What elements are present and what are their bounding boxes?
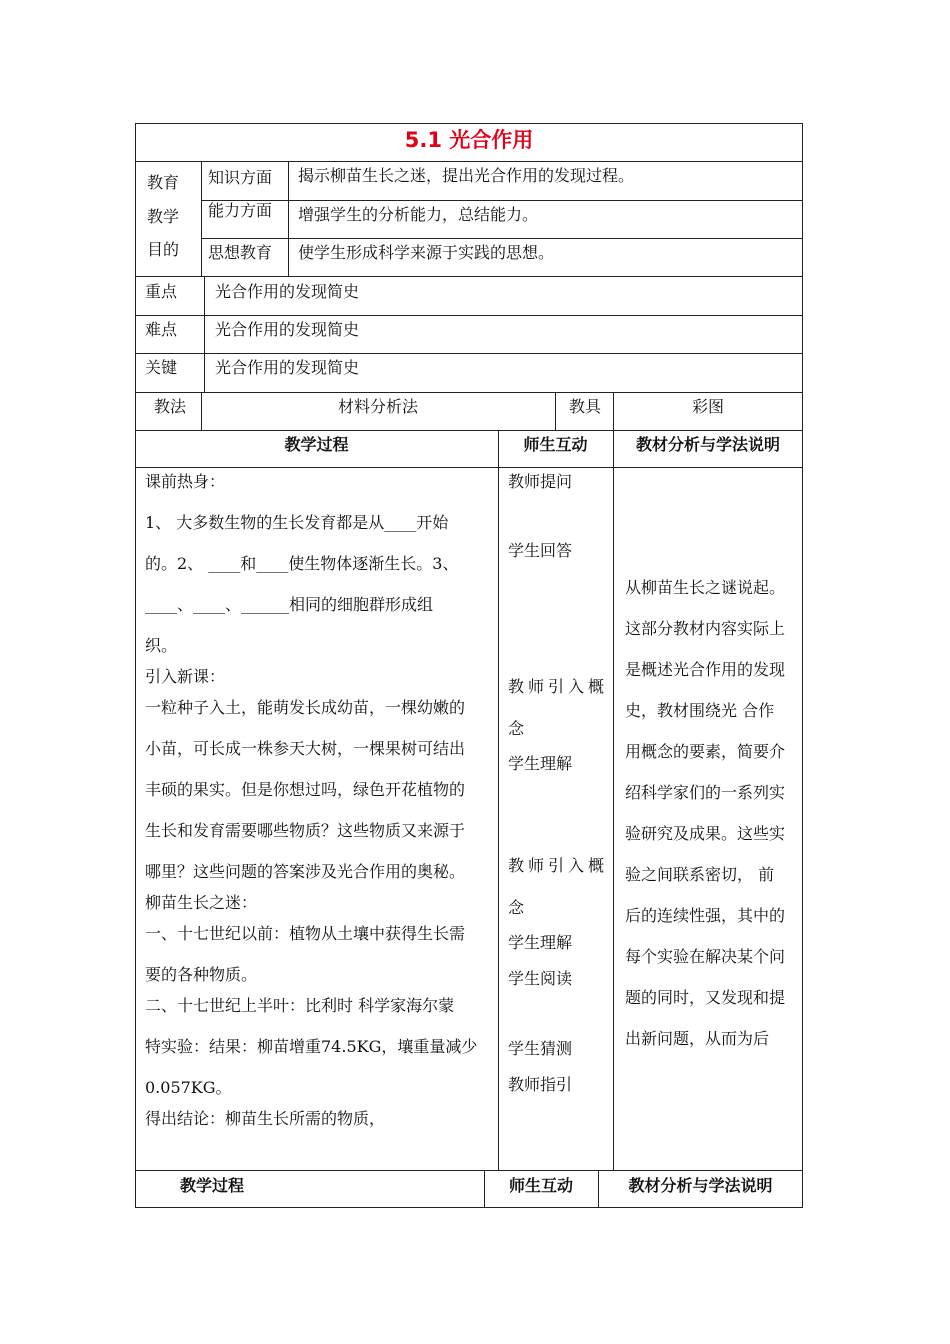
analysis-text [625, 578, 785, 1070]
process-line: 柳苗生长之迷： [145, 893, 258, 912]
process-line: 得出结论：柳苗生长所需的物质， [145, 1109, 386, 1128]
analysis-line: 从柳苗生长之谜说起。 [625, 578, 786, 597]
interaction-line: 教师引入概 [508, 856, 609, 875]
goals-label-1: 教育 [147, 173, 180, 192]
method-label: 教法 [154, 397, 187, 416]
process-line: 的。2、 ____和____使生物体逐渐生长。3、 [145, 554, 459, 573]
interaction-line: 教师引入概 [508, 677, 609, 696]
process-line: 一、十七世纪以前：植物从土壤中获得生长需 [145, 924, 466, 943]
analysis-line: 验之间联系密切， 前 [625, 865, 775, 884]
goal-aspect-ability: 能力方面 [208, 201, 273, 220]
analysis-line: 史，教材围绕光 合作 [625, 701, 775, 720]
header-analysis: 教材分析与学法说明 [635, 435, 780, 454]
page-title: 5.1 光合作用 [404, 128, 534, 152]
goal-aspect-ideology: 思想教育 [208, 243, 273, 262]
crux-content: 光合作用的发现简史 [215, 358, 360, 377]
process-line: 1、 大多数生物的生长发育都是从____开始 [145, 513, 449, 532]
interaction-line: 教师指引 [508, 1075, 573, 1094]
interaction-line: 学生阅读 [508, 969, 573, 988]
key-point-label: 重点 [145, 282, 178, 301]
process-line: 一粒种子入土，能萌发长成幼苗，一棵幼嫩的 [145, 698, 466, 717]
analysis-line: 绍科学家们的一系列实 [625, 783, 786, 802]
process-line: 引入新课： [145, 667, 226, 686]
interaction-line: 学生回答 [508, 541, 573, 560]
process-line: 生长和发育需要哪些物质？这些物质又来源于 [145, 821, 466, 840]
analysis-line: 这部分教材内容实际上 [625, 619, 786, 638]
goals-label-3: 目的 [147, 240, 180, 259]
footer-header-interaction: 师生互动 [508, 1176, 573, 1195]
process-line: 0.057KG。 [145, 1078, 232, 1097]
analysis-line: 出新问题，从而为后 [625, 1029, 770, 1048]
interaction-line: 念 [508, 719, 525, 738]
interaction-line: 学生猜测 [508, 1039, 573, 1058]
analysis-line: 验研究及成果。这些实 [625, 824, 786, 843]
process-line: 课前热身： [145, 472, 226, 491]
process-line: 织。 [145, 636, 178, 655]
interaction-line: 念 [508, 898, 525, 917]
process-line: ____、____、______相同的细胞群形成组 [145, 595, 434, 614]
process-line: 二、十七世纪上半叶：比利时 科学家海尔蒙 [145, 996, 455, 1015]
goal-content-ability: 增强学生的分析能力，总结能力。 [298, 205, 539, 224]
goal-aspect-knowledge: 知识方面 [208, 168, 273, 187]
analysis-line: 题的同时，又发现和提 [625, 988, 786, 1007]
difficulty-label: 难点 [145, 320, 178, 339]
difficulty-content: 光合作用的发现简史 [215, 320, 360, 339]
analysis-line: 后的连续性强，其中的 [625, 906, 786, 925]
interaction-line: 教师提问 [508, 472, 573, 491]
process-line: 要的各种物质。 [145, 965, 258, 984]
process-line: 丰硕的果实。但是你想过吗，绿色开花植物的 [145, 780, 466, 799]
goals-label-2: 教学 [147, 207, 180, 226]
goal-content-ideology: 使学生形成科学来源于实践的思想。 [298, 243, 555, 262]
footer-header-process: 教学过程 [180, 1176, 245, 1195]
crux-label: 关键 [145, 358, 178, 377]
header-interaction: 师生互动 [523, 435, 588, 454]
method-content: 材料分析法 [337, 397, 418, 416]
process-line: 哪里？这些问题的答案涉及光合作用的奥秘。 [145, 862, 466, 881]
interaction-line: 学生理解 [508, 933, 573, 952]
tools-label: 教具 [569, 397, 602, 416]
process-text [145, 472, 477, 1150]
goal-content-knowledge: 揭示柳苗生长之迷，提出光合作用的发现过程。 [298, 166, 635, 185]
analysis-line: 用概念的要素，简要介 [625, 742, 786, 761]
interaction-line: 学生理解 [508, 754, 573, 773]
process-line: 小苗，可长成一株参天大树，一棵果树可结出 [145, 739, 466, 758]
analysis-line: 每个实验在解决某个问 [625, 947, 786, 966]
footer-header-analysis: 教材分析与学法说明 [628, 1176, 773, 1195]
tools-content: 彩图 [691, 397, 724, 416]
process-line: 特实验：结果：柳苗增重74.5KG，壤重量减少 [145, 1037, 478, 1056]
analysis-line: 是概述光合作用的发现 [625, 660, 786, 679]
key-point-content: 光合作用的发现简史 [215, 282, 360, 301]
header-process: 教学过程 [284, 435, 349, 454]
